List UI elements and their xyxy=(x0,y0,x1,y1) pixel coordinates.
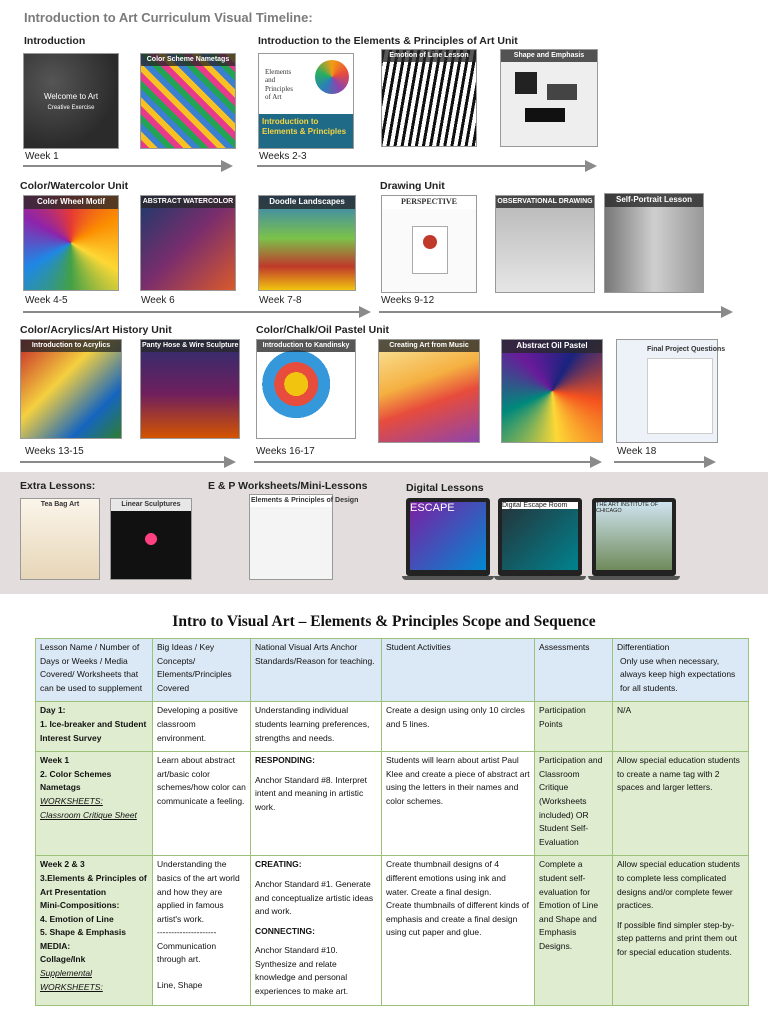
thumb-caption: PERSPECTIVE xyxy=(382,196,476,209)
differentiation-cell: N/A xyxy=(613,702,749,752)
standards-cell: RESPONDING: Anchor Standard #8. Interpret intent and meaning in artistic work. xyxy=(251,752,382,856)
big-ideas-cell: Understanding the basics of the art world and how they are applied in famous artist's work. --------------------- Communication through art. Line, Shape xyxy=(153,856,251,1005)
activities-cell: Create thumbnail designs of 4 different emotions using ink and water. Create a final design. Create thumbnails of different kinds of emphasis and create a final design using cut paper and glue. xyxy=(382,856,535,1005)
thumb-observational-drawing[interactable] xyxy=(495,195,595,293)
col-header-standards: National Visual Arts Anchor Standards/Reason for teaching. xyxy=(251,639,382,702)
table-header-row xyxy=(36,639,749,702)
thumb-art-from-music[interactable] xyxy=(378,339,480,443)
timeline-arrow xyxy=(20,461,234,463)
week-label: Weeks 2-3 xyxy=(259,151,307,162)
thumb-digital-escape[interactable] xyxy=(406,498,490,576)
unit-label-elements: Introduction to the Elements & Principles of Art Unit xyxy=(258,35,518,47)
timeline-arrow xyxy=(379,311,731,313)
welcome-subtitle: Creative Exercise xyxy=(47,104,95,111)
assessments-cell: Participation and Classroom Critique (Worksheets included) OR Student Self-Evaluation xyxy=(535,752,613,856)
thumb-caption: Self-Portrait Lesson xyxy=(605,194,703,207)
thumb-perspective[interactable] xyxy=(381,195,477,293)
thumb-caption: THE ART INSTITUTE OF CHICAGO xyxy=(596,502,659,514)
col-header-differentiation xyxy=(613,639,749,702)
differentiation-note: Only use when necessary, always keep high expectations for all students. xyxy=(620,655,736,693)
of-art-word: of Art xyxy=(265,93,282,102)
week-label: Weeks 16-17 xyxy=(256,446,315,457)
thumb-caption: OBSERVATIONAL DRAWING xyxy=(496,196,594,208)
worksheets-link[interactable]: WORKSHEETS: xyxy=(40,981,103,992)
table-row xyxy=(36,702,749,752)
thumb-caption: Final Project Questions xyxy=(647,346,726,353)
differentiation-cell: Allow special education students to complete less complicated designs and/or complete fewer practices. If possible find simpler step-by-step patterns and print them out for special education students. xyxy=(613,856,749,1005)
timeline-arrow xyxy=(23,165,231,167)
week-label: Weeks 13-15 xyxy=(25,446,84,457)
principles-word: Principles xyxy=(265,84,293,93)
thumb-final-project[interactable] xyxy=(616,339,726,443)
big-ideas-cell: Developing a positive classroom environment. xyxy=(153,702,251,752)
supplemental-link[interactable]: Supplemental xyxy=(40,968,92,979)
digital-lessons-label: Digital Lessons xyxy=(406,482,484,494)
thumb-caption: Panty Hose & Wire Sculpture xyxy=(141,340,239,352)
differentiation-cell: Allow special education students to create a name tag with 2 spaces and larger letters. xyxy=(613,752,749,856)
thumb-caption: ESCAPE xyxy=(410,502,455,514)
worksheets-link[interactable]: WORKSHEETS: xyxy=(40,795,103,806)
thumb-caption: Color Wheel Motif xyxy=(24,196,118,209)
thumb-abstract-watercolor[interactable] xyxy=(140,195,236,291)
extra-lessons-label: Extra Lessons: xyxy=(20,480,96,492)
col-header-activities: Student Activities xyxy=(382,639,535,702)
thumb-caption: Doodle Landscapes xyxy=(259,196,355,209)
lesson-cell: Week 2 & 3 3.Elements & Principles of Art Presentation Mini-Compositions: 4. Emotion of Line 5. Shape & Emphasis MEDIA: Collage/Ink Supplemental WORKSHEETS: xyxy=(36,856,153,1005)
week-label: Week 6 xyxy=(141,295,175,306)
standards-cell: Understanding individual students learning preferences, strengths and needs. xyxy=(251,702,382,752)
scope-sequence-table xyxy=(35,638,749,1006)
thumb-shape-emphasis[interactable] xyxy=(500,49,598,147)
thumb-elements-principles[interactable] xyxy=(258,53,354,149)
thumb-welcome-to-art[interactable] xyxy=(23,53,119,149)
scope-title: Intro to Visual Art – Elements & Principles Scope and Sequence xyxy=(172,613,596,630)
table-row xyxy=(36,856,749,1005)
col-header-assessments: Assessments xyxy=(535,639,613,702)
thumb-caption: Digital Escape Room xyxy=(502,502,578,509)
thumb-caption: Tea Bag Art xyxy=(40,501,80,508)
thumb-tea-bag-art[interactable] xyxy=(20,498,100,580)
unit-label-chalk-oil-pastel: Color/Chalk/Oil Pastel Unit xyxy=(256,324,390,336)
timeline-arrow xyxy=(23,311,369,313)
thumb-caption: Shape and Emphasis xyxy=(501,50,597,62)
ep-worksheets-label: E & P Worksheets/Mini-Lessons xyxy=(208,480,368,492)
thumb-caption: ABSTRACT WATERCOLOR xyxy=(141,196,235,208)
elements-word: Elements xyxy=(265,68,292,76)
week-label: Week 1 xyxy=(25,151,59,162)
thumb-emotion-of-line[interactable] xyxy=(381,49,477,147)
week-label: Week 4-5 xyxy=(25,295,68,306)
col-header-big-ideas: Big Ideas / Key Concepts/ Elements/Principles Covered xyxy=(153,639,251,702)
thumb-intro-kandinsky[interactable] xyxy=(256,339,356,439)
thumb-self-portrait[interactable] xyxy=(604,193,704,293)
thumb-caption: Introduction to Kandinsky xyxy=(257,340,355,352)
table-row xyxy=(36,752,749,856)
timeline-arrow xyxy=(614,461,714,463)
thumb-caption: Introduction to Acrylics xyxy=(21,340,121,352)
assessments-cell: Complete a student self-evaluation for Emotion of Line and Shape and Emphasis Designs. xyxy=(535,856,613,1005)
big-ideas-cell: Learn about abstract art/basic color schemes/how color can communicate a feeling. xyxy=(153,752,251,856)
critique-sheet-link[interactable]: Classroom Critique Sheet xyxy=(40,809,137,820)
week-label: Weeks 9-12 xyxy=(381,295,435,306)
thumb-color-wheel-motif[interactable] xyxy=(23,195,119,291)
lesson-cell: Week 1 2. Color Schemes Nametags WORKSHEETS: Classroom Critique Sheet xyxy=(36,752,153,856)
activities-cell: Create a design using only 10 circles and 5 lines. xyxy=(382,702,535,752)
timeline-arrow xyxy=(257,165,595,167)
thumb-linear-sculptures[interactable] xyxy=(110,498,192,580)
unit-label-acrylics: Color/Acrylics/Art History Unit xyxy=(20,324,172,336)
thumb-color-scheme-nametags[interactable] xyxy=(140,53,236,149)
thumb-doodle-landscapes[interactable] xyxy=(258,195,356,291)
thumb-caption: Linear Sculptures xyxy=(111,499,191,511)
week-label: Week 7-8 xyxy=(259,295,302,306)
elements-banner: Introduction to Elements & Principles xyxy=(259,114,353,148)
thumb-art-institute-chicago[interactable] xyxy=(592,498,676,576)
thumb-intro-acrylics[interactable] xyxy=(20,339,122,439)
unit-label-drawing: Drawing Unit xyxy=(380,180,445,192)
week-label: Week 18 xyxy=(617,446,657,457)
unit-label-color-watercolor: Color/Watercolor Unit xyxy=(20,180,129,192)
col-header-lesson: Lesson Name / Number of Days or Weeks / Media Covered/ Worksheets that can be used to supplement xyxy=(36,639,153,702)
thumb-digital-escape-room[interactable] xyxy=(498,498,582,576)
timeline-title: Introduction to Art Curriculum Visual Timeline: xyxy=(24,10,313,25)
differentiation-title: Differentiation xyxy=(617,642,670,652)
extra-lessons-band xyxy=(0,472,768,594)
thumb-caption: Abstract Oil Pastel xyxy=(502,340,602,353)
welcome-title: Welcome to Art xyxy=(43,91,99,101)
thumb-abstract-oil-pastel[interactable] xyxy=(501,339,603,443)
color-circle-icon xyxy=(315,60,349,94)
standards-cell: CREATING: Anchor Standard #1. Generate and conceptualize artistic ideas and work. CONNECTING: Anchor Standard #10. Synthesize and relate knowledge and personal experiences to make art. xyxy=(251,856,382,1005)
thumb-caption: Color Scheme Nametags xyxy=(141,54,235,66)
thumb-caption: Creating Art from Music xyxy=(379,340,479,352)
thumb-caption: Elements & Principles of Design xyxy=(250,495,332,507)
assessments-cell: Participation Points xyxy=(535,702,613,752)
activities-cell: Students will learn about artist Paul Klee and create a piece of abstract art using the letters in their names and color schemes. xyxy=(382,752,535,856)
lesson-cell: Day 1: 1. Ice-breaker and Student Interest Survey xyxy=(36,702,153,752)
timeline-arrow xyxy=(254,461,600,463)
curriculum-timeline xyxy=(0,0,768,472)
and-word: and xyxy=(265,76,276,85)
unit-label-introduction: Introduction xyxy=(24,35,86,47)
thumb-panty-hose-sculpture[interactable] xyxy=(140,339,240,439)
thumb-caption: Emotion of Line Lesson xyxy=(382,50,476,62)
thumb-mini-lessons[interactable] xyxy=(249,494,359,580)
